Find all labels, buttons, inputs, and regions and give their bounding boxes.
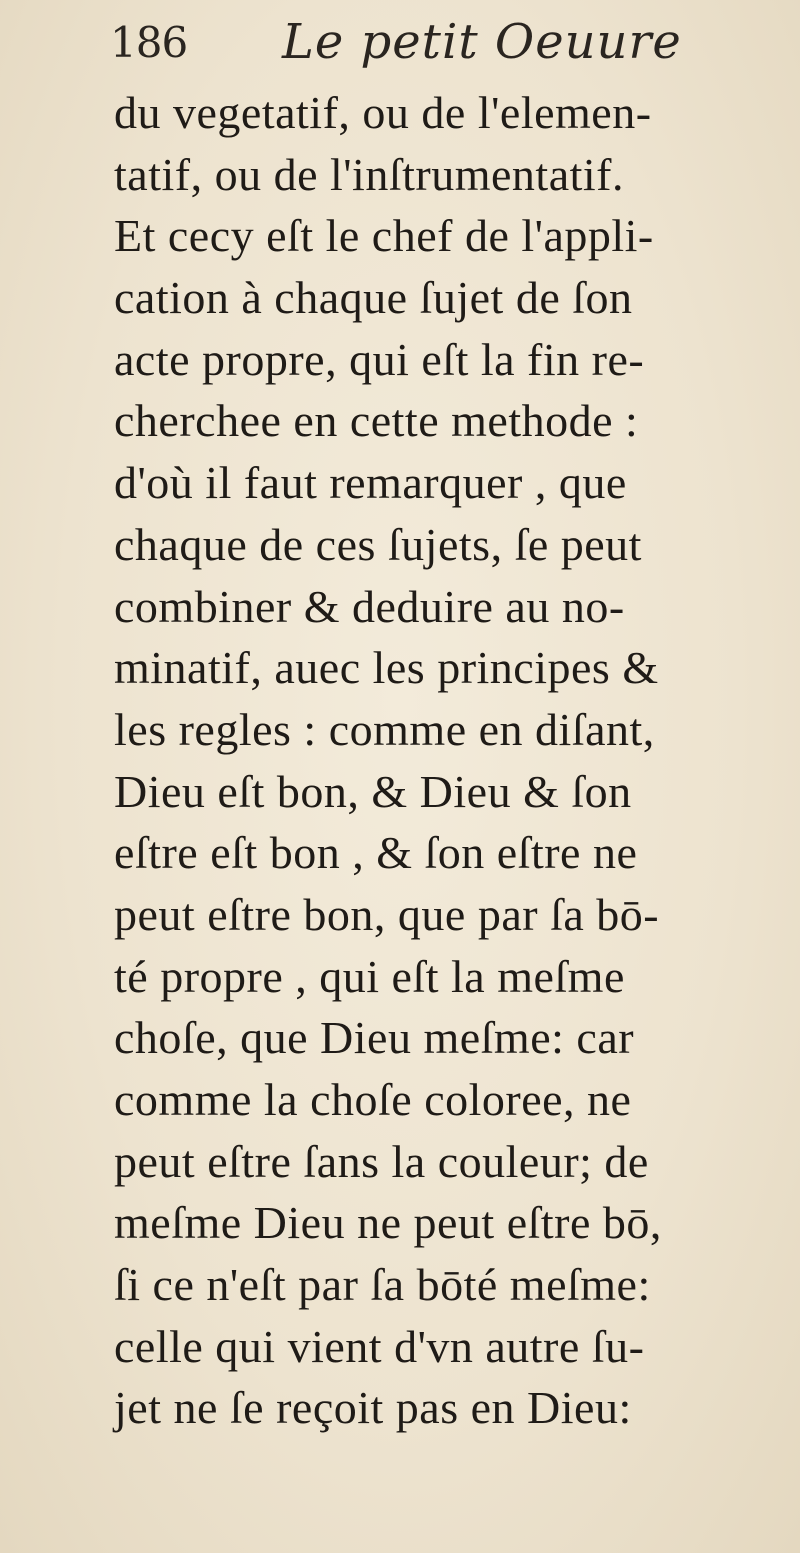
text-line: tatif, ou de l'inſtrumentatif.	[114, 148, 624, 200]
text-line: combiner & deduire au no-	[114, 580, 625, 632]
text-line: acte propre, qui eſt la fin re-	[114, 333, 645, 385]
text-line: eſtre eſt bon , & ſon eſtre ne	[114, 827, 638, 879]
page-header	[110, 12, 710, 82]
text-line: peut eſtre ſans la couleur; de	[114, 1135, 649, 1187]
text-line: té propre , qui eſt la meſme	[114, 950, 625, 1002]
text-line: choſe, que Dieu meſme: car	[114, 1012, 635, 1064]
text-line: celle qui vient d'vn autre ſu-	[114, 1320, 645, 1372]
text-line: cation à chaque ſujet de ſon	[114, 272, 633, 324]
text-line: minatif, auec les principes &	[114, 642, 659, 694]
text-line: chaque de ces ſujets, ſe peut	[114, 518, 642, 570]
text-line: les regles : comme en diſant,	[114, 703, 655, 755]
body-text	[114, 82, 754, 1439]
running-title: Le petit Oeuure	[282, 14, 682, 70]
text-line: d'où il faut remarquer , que	[114, 457, 627, 509]
text-line: du vegetatif, ou de l'elemen-	[114, 87, 652, 138]
text-line: Dieu eſt bon, & Dieu & ſon	[114, 765, 632, 817]
text-line: meſme Dieu ne peut eſtre bō,	[114, 1197, 662, 1249]
text-line: comme la choſe coloree, ne	[114, 1074, 632, 1125]
text-line: peut eſtre bon, que par ſa bō-	[114, 888, 660, 940]
text-line: Et cecy eſt le chef de l'appli-	[114, 210, 654, 262]
text-line: cherchee en cette methode :	[114, 395, 639, 447]
text-line: ſi ce n'eſt par ſa bōté meſme:	[114, 1259, 651, 1311]
text-line: jet ne ſe reçoit pas en Dieu:	[114, 1382, 632, 1434]
page-number: 186	[110, 18, 188, 67]
